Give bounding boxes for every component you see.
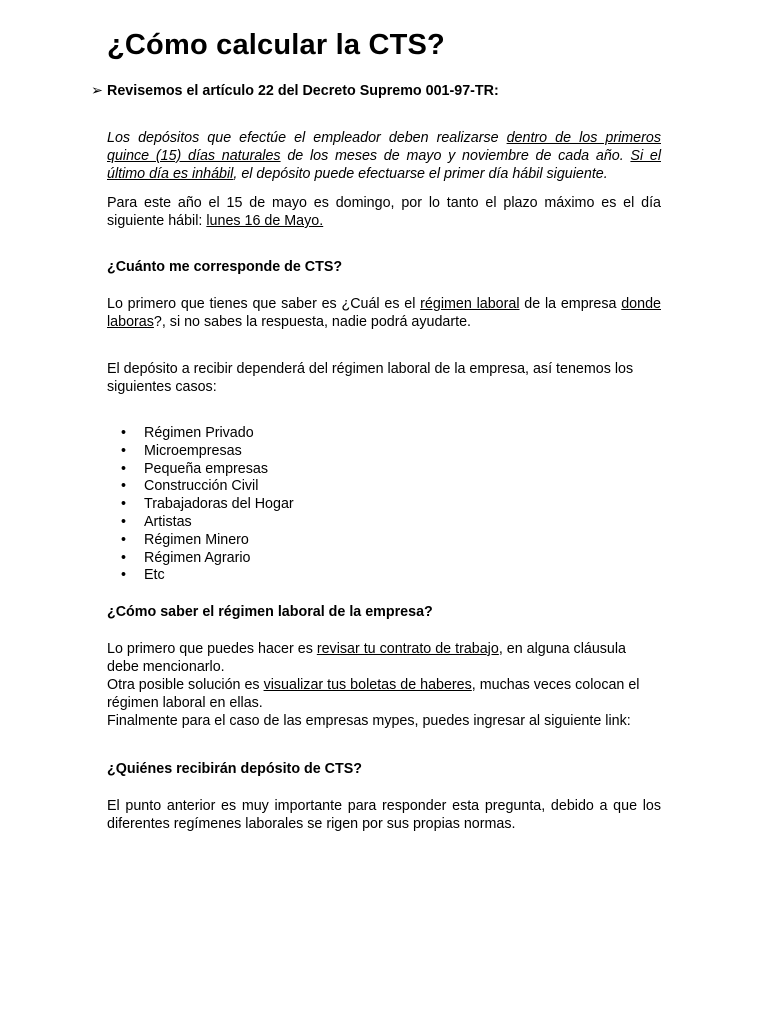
contrato-text-2: , en alguna cláusula debe mencionarlo. [107, 641, 627, 675]
regimen-text-1: Lo primero que tienes que saber es ¿Cuál es el [107, 296, 421, 312]
section-heading-quienes: ¿Quiénes recibirán depósito de CTS? [107, 761, 363, 777]
list-item: • Trabajadoras del Hogar [107, 496, 294, 514]
deadline-date: lunes 16 de Mayo. [206, 213, 324, 229]
list-item: • Construcción Civil [107, 478, 294, 496]
list-item: • Régimen Minero [107, 532, 294, 550]
article-quote [107, 129, 661, 183]
contrato-line [107, 640, 661, 676]
list-item: • Etc [107, 567, 294, 585]
list-item: • Artistas [107, 514, 294, 532]
deposit-cases-paragraph: El depósito a recibir dependerá del régimen laboral de la empresa, así tenemos los siguientes casos: [107, 361, 634, 395]
list-item: • Pequeña empresas [107, 461, 294, 479]
arrow-bullet-icon: ➢ [91, 83, 103, 99]
donde-laboras-link: donde laboras [107, 296, 661, 330]
boletas-text-2: , muchas veces colocan el régimen laboral en ellas. [107, 677, 640, 711]
quienes-paragraph: El punto anterior es muy importante para responder esta pregunta, debido a que los diferentes regímenes laborales se rigen por sus propias normas. [107, 798, 661, 832]
section-heading-como-saber: ¿Cómo saber el régimen laboral de la empresa? [107, 604, 433, 620]
quote-text-3: , el depósito puede efectuarse el primer día hábil siguiente. [233, 166, 608, 182]
regimen-laboral-link: régimen laboral [420, 296, 520, 312]
page-title: ¿Cómo calcular la CTS? [107, 29, 445, 61]
boletas-line [107, 676, 661, 712]
list-item: • Microempresas [107, 443, 294, 461]
quote-text-2: de los meses de mayo y noviembre de cada año. [280, 148, 631, 164]
contrato-link: revisar tu contrato de trabajo [316, 641, 499, 657]
regimen-cases-list [107, 425, 294, 585]
article-heading [91, 82, 499, 100]
contrato-text-1: Lo primero que puedes hacer es [107, 641, 317, 657]
como-saber-paragraph [107, 640, 661, 730]
quote-text-1: Los depósitos que efectúe el empleador deben realizarse [107, 130, 507, 146]
deadline-paragraph [107, 194, 661, 230]
article-heading-text: Revisemos el artículo 22 del Decreto Supremo 001-97-TR: [107, 83, 499, 99]
regimen-text-2: de la empresa [519, 296, 622, 312]
section-heading-cuanto: ¿Cuánto me corresponde de CTS? [107, 259, 343, 275]
regimen-paragraph [107, 295, 661, 331]
list-item: • Régimen Privado [107, 425, 294, 443]
boletas-text-1: Otra posible solución es [107, 677, 264, 693]
quote-underline-2: Si el último día es inhábil [107, 148, 661, 182]
list-item: • Régimen Agrario [107, 550, 294, 568]
mypes-line: Finalmente para el caso de las empresas mypes, puedes ingresar al siguiente link: [107, 713, 631, 729]
quote-underline-1: dentro de los primeros quince (15) días naturales [107, 130, 661, 164]
deadline-text: Para este año el 15 de mayo es domingo, por lo tanto el plazo máximo es el día siguiente hábil: [107, 195, 661, 229]
boletas-link: visualizar tus boletas de haberes [263, 677, 472, 693]
regimen-text-3: ?, si no sabes la respuesta, nadie podrá ayudarte. [153, 314, 472, 330]
